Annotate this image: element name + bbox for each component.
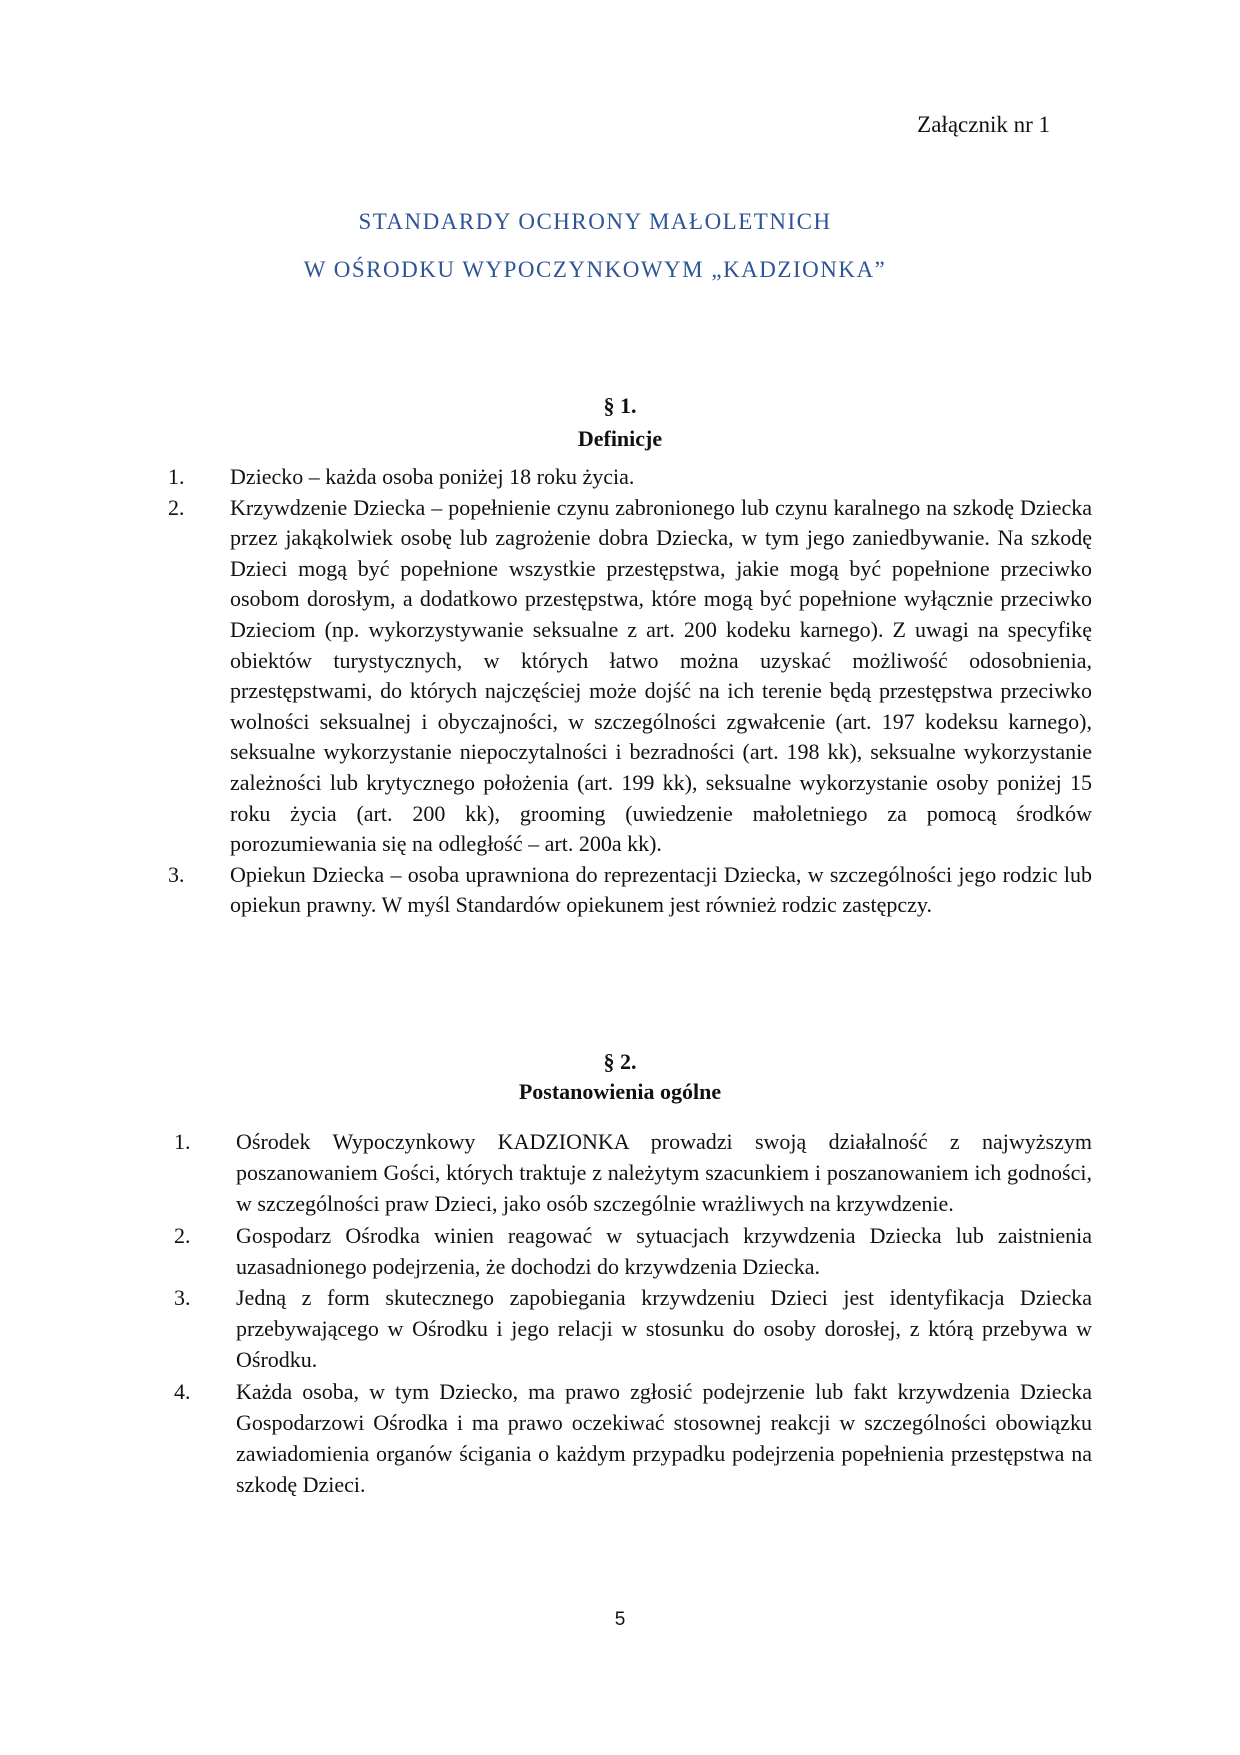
item-number: 1.: [174, 1129, 191, 1154]
item-text: Gospodarz Ośrodka winien reagować w sytuacjach krzywdzenia Dziecka lub zaistnienia uzasadnionego podejrzenia, że dochodzi do krzywdzenia Dziecka.: [236, 1222, 1092, 1279]
section-2-number: § 2.: [603, 1049, 637, 1074]
item-number: 2.: [174, 1222, 191, 1248]
document-title-line2: W OŚRODKU WYPOCZYNKOWYM „KADZIONKA”: [303, 257, 887, 282]
definitions-list: [168, 462, 1092, 921]
item-text: Jedną z form skutecznego zapobiegania krzywdzeniu Dzieci jest identyfikacja Dziecka przebywającego w Ośrodku i jego relacji w stosunku do osoby dorosłej, z którą przebywa w Ośrodku.: [236, 1285, 1092, 1373]
item-text: Krzywdzenie Dziecka – popełnienie czynu zabronionego lub czynu karalnego na szkodę Dziecka przez jakąkolwiek osobę lub zagrożenie dobra Dziecka, w tym jego zaniedbywanie. Na szkodę Dzieci mogą być popełnione wszystkie przestępstwa, jakie mogą być popełnione przeciwko osobom dorosłym, a dodatkowo przestępstwa, które mogą być popełnione wyłącznie przeciwko Dzieciom (np. wykorzystywanie seksualne z art. 200 kodeku karnego). Z uwagi na specyfikę obiektów turystycznych, w których łatwo można uzyskać możliwość odosobnienia, przestępstwami, do których najczęściej może dojść na ich terenie będą przestępstwa przeciwko wolności seksualnej i obyczajności, w szczególności zgwałcenie (art. 197 kodeksu karnego), seksualne wykorzystanie niepoczytalności i bezradności (art. 198 kk), seksualne wykorzystanie zależności lub krytycznego położenia (art. 199 kk), seksualne wykorzystanie osoby poniżej 15 roku życia (art. 200 kk), grooming (uwiedzenie małoletniego za pomocą środków porozumiewania się na odległość – art. 200a kk).: [230, 494, 1092, 857]
annex-label: Załącznik nr 1: [917, 112, 1050, 137]
section-1-number: § 1.: [603, 393, 637, 418]
item-text: Ośrodek Wypoczynkowy KADZIONKA prowadzi swoją działalność z najwyższym poszanowaniem Gości, których traktuje z należytym szacunkiem i poszanowaniem ich godności, w szczególności praw Dzieci, jako osób szczególnie wrażliwych na krzywdzenie.: [236, 1129, 1092, 1217]
item-text: Każda osoba, w tym Dziecko, ma prawo zgłosić podejrzenie lub fakt krzywdzenia Dziecka Gospodarzowi Ośrodka i ma prawo oczekiwać stosownej reakcji w szczególności obowiązku zawiadomienia organów ścigania o każdym przypadku podejrzenia popełnienia przestępstwa na szkodę Dzieci.: [236, 1378, 1092, 1498]
item-text: Dziecko – każda osoba poniżej 18 roku życia.: [230, 464, 635, 489]
list-item: [168, 462, 1092, 493]
page-number: 5: [614, 1609, 626, 1630]
item-number: 3.: [174, 1285, 191, 1311]
item-text: Opiekun Dziecka – osoba uprawniona do reprezentacji Dziecka, w szczególności jego rodzic lub opiekun prawny. W myśl Standardów opiekunem jest również rodzic zastępczy.: [230, 861, 1092, 918]
section-1-heading: Definicje: [577, 426, 663, 451]
list-item: [168, 493, 1092, 860]
item-number: 3.: [168, 861, 185, 887]
list-item: [174, 1282, 1092, 1376]
list-item: [174, 1376, 1092, 1501]
list-item: [174, 1220, 1092, 1282]
item-number: 2.: [168, 494, 185, 520]
list-item: [174, 1126, 1092, 1220]
list-item: [168, 860, 1092, 921]
item-number: 4.: [174, 1378, 191, 1404]
item-number: 1.: [168, 464, 185, 489]
document-title-line1: STANDARDY OCHRONY MAŁOLETNICH: [358, 209, 832, 234]
section-2-heading: Postanowienia ogólne: [518, 1079, 722, 1104]
general-provisions-list: [174, 1126, 1092, 1500]
